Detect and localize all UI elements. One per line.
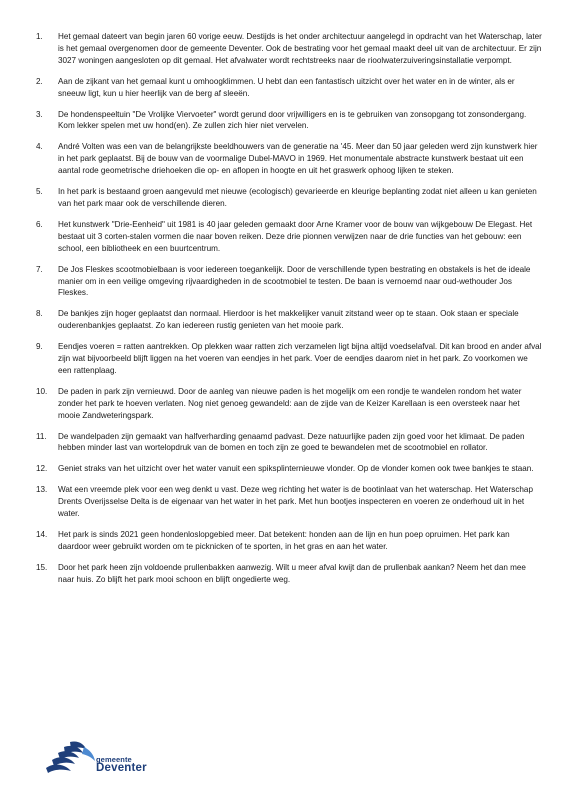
item-text: De bankjes zijn hoger geplaatst dan normaal. Hierdoor is het makkelijker vanuit zitstand weer op te staan. Ook staan er speciale ouderenbankjes geplaatst. Zo kan iedereen rustig genieten van het mooie park. xyxy=(58,309,519,331)
list-item xyxy=(36,264,542,300)
item-text: In het park is bestaand groen aangevuld met nieuwe (ecologisch) gevarieerde en kleurige beplanting zodat niet alleen u kan genieten van het park maar ook de verschillende dieren. xyxy=(58,187,537,208)
item-text: De paden in park zijn vernieuwd. Door de aanleg van nieuwe paden is het mogelijk om een rondje te wandelen rondom het water zonder het park te hoeven verlaten. Nog niet genoeg gewandeld: aan de zijde van de Keizer Karellaan is een oversteek naar het mooie Zandweteringspark. xyxy=(58,386,522,420)
item-number: 13. xyxy=(36,485,48,495)
item-number: 11. xyxy=(36,431,47,441)
item-number: 5. xyxy=(36,187,43,197)
item-number: 14. xyxy=(36,530,48,539)
item-number: 1. xyxy=(36,32,43,41)
list-item xyxy=(36,529,542,553)
item-text: Door het park heen zijn voldoende prullenbakken aanwezig. Wilt u meer afval kwijt dan de prullenbak aankan? Neem het dan mee naar huis. Zo blijft het park mooi schoon en blijft ongedierte weg. xyxy=(58,562,526,584)
item-number: 10. xyxy=(36,386,48,396)
list-item xyxy=(36,31,542,67)
item-number: 6. xyxy=(36,219,43,229)
item-number: 8. xyxy=(36,309,43,319)
list-item xyxy=(36,341,542,377)
logo-text-gemeente: gemeente xyxy=(96,755,132,764)
item-text: Het gemaal dateert van begin jaren 60 vorige eeuw. Destijds is het onder architectuur aangelegd in opdracht van het Waterschap, later is het gemaal overgenomen door de gemeente Deventer. Ook de bestrating voor het gemaal maakt deel uit van de architectuur. Er zijn 3027 woningen aangesloten op dit gemaal. Het afvalwater wordt rechtstreeks naar de rioolwaterzuiveringsinstallatie verpompt. xyxy=(58,32,542,65)
list-item xyxy=(36,463,542,475)
logo-text-deventer: Deventer xyxy=(96,762,147,774)
list-item xyxy=(36,431,542,455)
item-text: De hondenspeeltuin "De Vrolijke Viervoeter" wordt gerund door vrijwilligers en is te gebruiken van zonsopgang tot zonsondergang. Kom lekker spelen met uw hond(en). Ze zullen zich hier niet vervelen. xyxy=(58,109,527,131)
item-text: André Volten was een van de belangrijkste beeldhouwers van de generatie na '45. Meer dan 50 jaar geleden werd zijn kunstwerk hier in het park geplaatst. Bij de bouw van de voormalige Dubel-MAVO in 1969. Het monumentale abstracte kunstwerk bestaat uit een aantal rode geometrische driehoeken die op- en aflopen in hoogte en uit het graswerk ophoog lijken te steken. xyxy=(58,142,538,176)
gemeente-deventer-logo xyxy=(40,738,160,782)
item-number: 4. xyxy=(36,142,43,152)
list-item xyxy=(36,484,542,520)
list-item xyxy=(36,109,542,133)
list-item xyxy=(36,308,542,332)
item-text: Het park is sinds 2021 geen hondenloslopgebied meer. Dat betekent: honden aan de lijn en hun poep opruimen. Het park kan daardoor weer gebruikt worden om te picknicken of te sporten, in het gras en aan het water. xyxy=(58,530,510,551)
list-item xyxy=(36,141,542,177)
item-text: De wandelpaden zijn gemaakt van halfverharding genaamd padvast. Deze natuurlijke paden zijn goed voor het klimaat. De paden hebben minder last van wortelopdruk van de bomen en toch zijn ze goed te bewandelen met de scootmobiel en rollator. xyxy=(58,431,525,453)
list-item xyxy=(36,219,542,255)
item-text: De Jos Fleskes scootmobielbaan is voor iedereen toegankelijk. Door de verschillende typen bestrating en obstakels is het de ideale manier om in een veilige omgeving rijvaardigheden in de scootmobiel te testen. De baan is vernoemd naar oud-wethouder Jos Fleskes. xyxy=(58,264,531,298)
deventer-emblem-icon xyxy=(40,738,96,782)
list-item xyxy=(36,186,542,210)
numbered-list xyxy=(36,31,542,586)
list-item xyxy=(36,562,542,586)
item-number: 12. xyxy=(36,464,48,474)
item-text: Aan de zijkant van het gemaal kunt u omhoogklimmen. U hebt dan een fantastisch uitzicht over het water en in de winter, als er sneeuw ligt, kun u hier heerlijk van de berg af sleeën. xyxy=(58,76,515,98)
item-text: Eendjes voeren = ratten aantrekken. Op plekken waar ratten zich verzamelen ligt bijna altijd voedselafval. Dit kan brood en ander afval zijn wat bijvoorbeeld blijft liggen na het voeren van eendjes in het park. Voer de eendjes daarom niet in het park. Zo voorkomen we een rattenplaag. xyxy=(58,342,542,375)
item-text: Wat een vreemde plek voor een weg denkt u vast. Deze weg richting het water is de bootinlaat van het waterschap. Het Waterschap Drents Overijsselse Delta is de eigenaar van het water in het park. Met hun bootjes inspecteren en voeren ze onderhoud uit in het water. xyxy=(58,485,533,519)
item-text: Geniet straks van het uitzicht over het water vanuit een spiksplinternieuwe vlonder. Op de vlonder komen ook twee bankjes te staan. xyxy=(58,464,534,474)
item-text: Het kunstwerk "Drie-Eenheid" uit 1981 is 40 jaar geleden gemaakt door Arne Kramer voor de bouw van wijkgebouw De Elegast. Het bestaat uit 3 corten-stalen vormen die naar boven reiken. Deze drie pionnen verwijzen naar de drie functies van het gebouw: een school, een bibliotheek en een buurtcentrum. xyxy=(58,219,533,253)
item-number: 9. xyxy=(36,342,43,352)
item-number: 2. xyxy=(36,76,43,86)
list-item xyxy=(36,386,542,422)
item-number: 7. xyxy=(36,264,43,274)
item-number: 3. xyxy=(36,109,43,119)
list-item xyxy=(36,76,542,100)
item-number: 15. xyxy=(36,562,48,572)
